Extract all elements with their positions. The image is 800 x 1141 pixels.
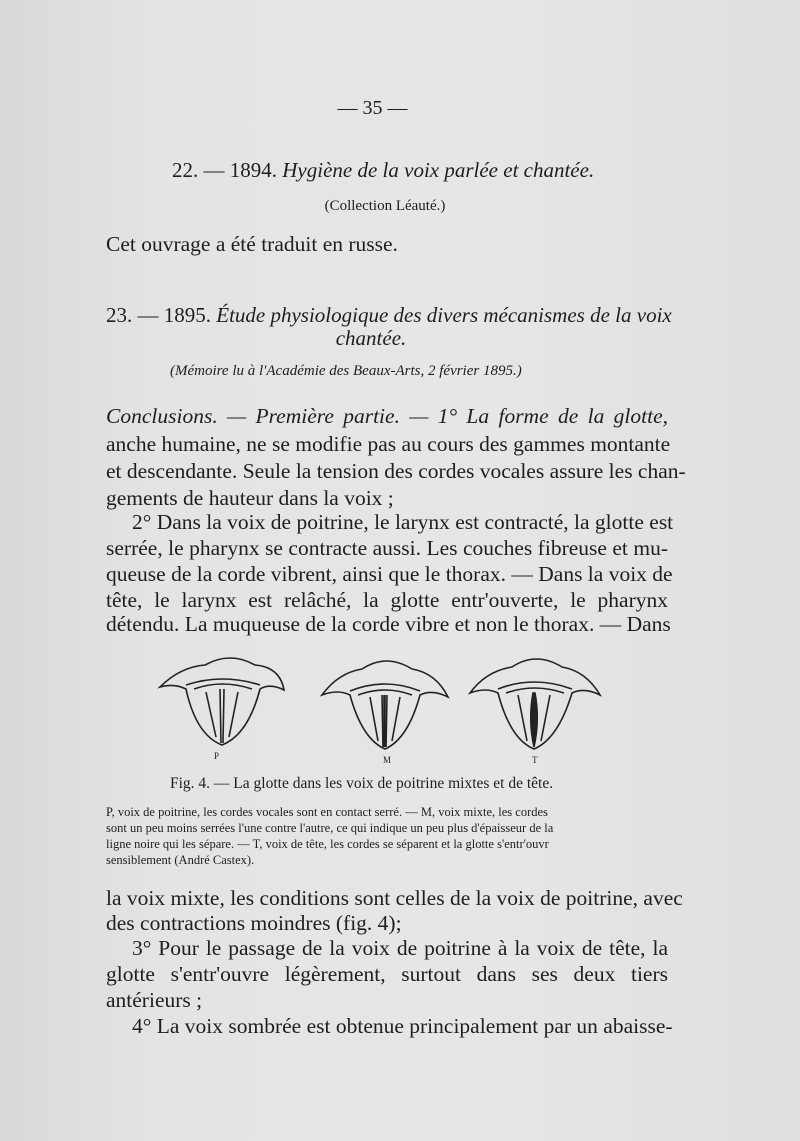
figure-caption: Fig. 4. — La glotte dans les voix de poitrine mixtes et de tête.: [170, 775, 554, 792]
entry-22-title: Hygiène de la voix parlée et chantée.: [282, 158, 595, 182]
glottis-diagram-m: [322, 661, 448, 749]
glottis-diagram-p: [160, 658, 284, 745]
body-line-7: queuse de la corde vibrent, ainsi que le thorax. — Dans la voix de: [106, 562, 673, 586]
body-after-line-6: 4° La voix sombrée est obtenue principalement par un abaisse-: [132, 1014, 673, 1038]
body-line-1-text: Conclusions. — Première partie. — 1° La forme de la glotte,: [106, 404, 668, 428]
body-line-8: tête, le larynx est relâché, la glotte entr'ouverte, le pharynx: [106, 588, 668, 612]
figure-note-line-2: sont un peu moins serrées l'une contre l'autre, ce qui indique un peu plus d'épaisseur de la: [106, 821, 554, 835]
body-line-5: 2° Dans la voix de poitrine, le larynx est contracté, la glotte est: [132, 510, 674, 534]
figure-label-p: P: [214, 751, 220, 761]
body-line-4: gements de hauteur dans la voix ;: [106, 486, 394, 510]
entry-23-memoire: (Mémoire lu à l'Académie des Beaux-Arts, 2 février 1895.): [170, 363, 522, 379]
figure-label-t: T: [532, 755, 538, 765]
figure-note-line-3: ligne noire qui les sépare. — T, voix de tête, les cordes se séparent et la glotte s'entr'ouvr: [106, 837, 549, 851]
glottis-diagram-t: [470, 659, 600, 749]
figure-label-m: M: [383, 755, 392, 765]
body-line-2: anche humaine, ne se modifie pas au cours des gammes montante: [106, 432, 671, 456]
body-line-9: détendu. La muqueuse de la corde vibre et non le thorax. — Dans: [106, 612, 671, 636]
body-line-1: [106, 404, 668, 429]
entry-22-number: 22. — 1894.: [172, 158, 277, 182]
entry-23-title-line2-wrap: [0, 326, 742, 351]
entry-23-number: 23. — 1895.: [106, 303, 211, 327]
entry-22-collection: (Collection Léauté.): [324, 198, 446, 214]
entry-23-title-line1: Étude physiologique des divers mécanismes de la voix: [216, 303, 672, 327]
entry-22-heading: [172, 158, 594, 183]
body-after-line-4: glotte s'entr'ouvre légèrement, surtout dans ses deux tiers: [106, 962, 668, 986]
body-after-line-1: la voix mixte, les conditions sont celles de la voix de poitrine, avec: [106, 886, 683, 910]
figure-note-line-4: sensiblement (André Castex).: [106, 853, 255, 867]
glottis-figure: [150, 645, 690, 765]
page-number: — 35 —: [337, 97, 408, 119]
body-line-6: serrée, le pharynx se contracte aussi. Les couches fibreuse et mu-: [106, 536, 668, 560]
body-after-line-2: des contractions moindres (fig. 4);: [106, 911, 402, 935]
entry-23-title-line2: chantée.: [335, 326, 407, 350]
body-line-3: et descendante. Seule la tension des cordes vocales assure les chan-: [106, 459, 686, 483]
body-after-line-5: antérieurs ;: [106, 988, 203, 1012]
entry-23-heading: [106, 303, 672, 328]
body-after-line-3: 3° Pour le passage de la voix de poitrine à la voix de tête, la: [132, 936, 668, 960]
figure-note-line-1: P, voix de poitrine, les cordes vocales sont en contact serré. — M, voix mixte, les cordes: [106, 805, 548, 819]
entry-22-note: Cet ouvrage a été traduit en russe.: [106, 232, 398, 256]
